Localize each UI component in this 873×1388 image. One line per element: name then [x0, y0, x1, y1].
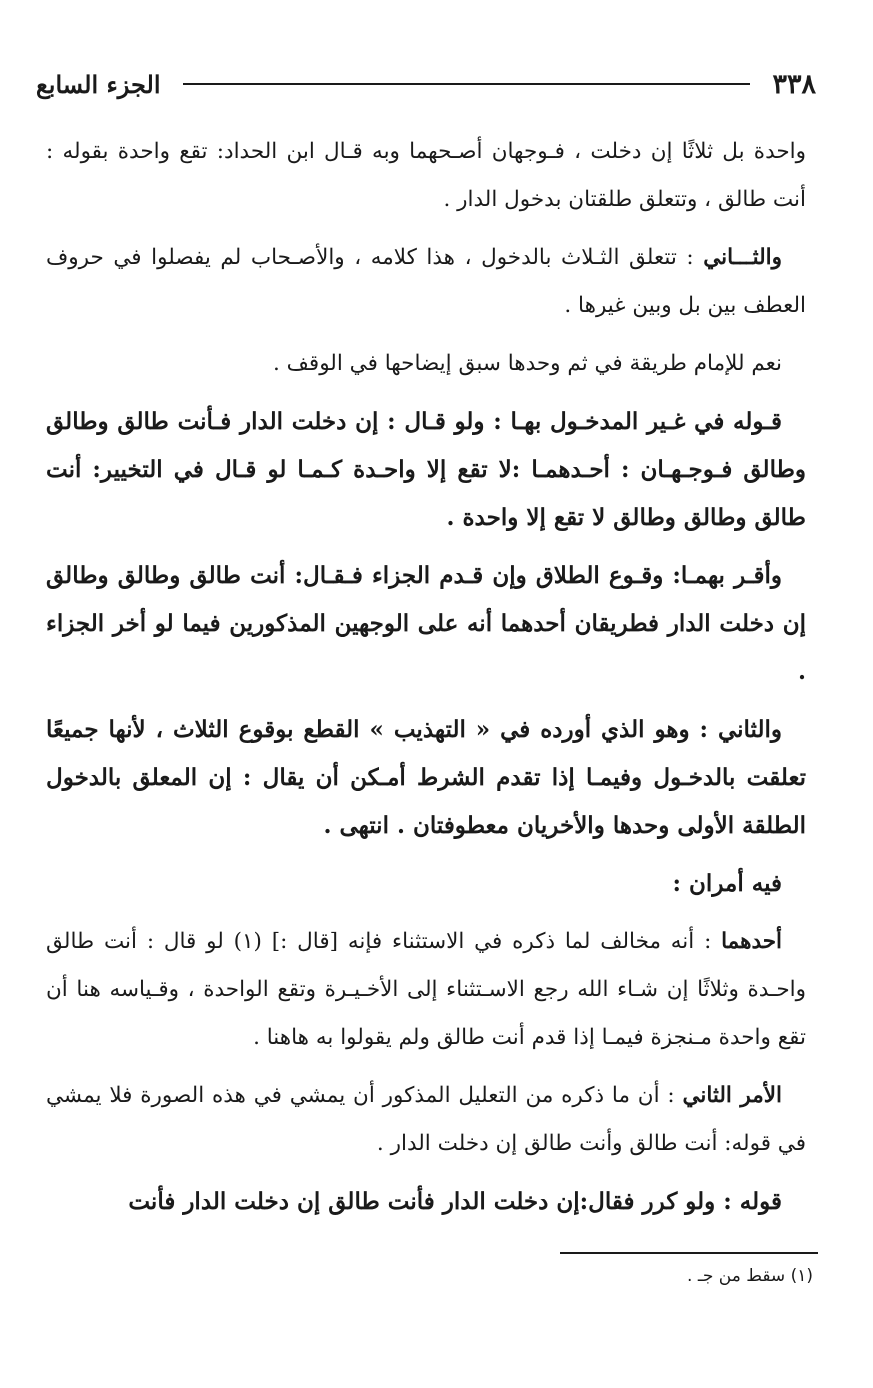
- paragraph-text: وأقـر بهمـا: وقـوع الطلاق وإن قـدم الجزاء فـقـال: أنت طالق وطالق وطالق إن دخلت الدار فطريقان أحدهما أنه على الوجهين المذكورين فيما لو أخر الجزاء .: [46, 562, 806, 685]
- paragraph-text: قـوله في غـير المدخـول بهـا : ولو قـال : إن دخلت الدار فـأنت طالق وطالق وطالق فـوجـهـان : أحـدهمـا :لا تقع إلا واحـدة كـمـا لو قـال في التخيير: أنت طالق وطالق وطالق لا تقع إلا واحدة .: [46, 408, 806, 531]
- paragraph: [46, 552, 806, 696]
- paragraph: [46, 706, 806, 850]
- paragraph: [46, 1178, 806, 1226]
- paragraph-text: فيه أمران :: [672, 870, 782, 897]
- paragraph-lead: أحدهما: [721, 929, 782, 954]
- paragraph-text: : أنه مخالف لما ذكره في الاستثناء فإنه [قال :] (١) لو قال : أنت طالق واحـدة وثلاثًا إن شـاء الله رجع الاسـتثناء إلى الأخـيـرة وتقع الواحدة ، وقـياسه هنا أن تقع واحدة مـنجزة فيمـا إذا قدم أنت طالق ولم يقولوا به هاهنا .: [46, 929, 806, 1050]
- paragraph-lead: الأمر الثاني: [682, 1083, 782, 1108]
- paragraph-text: نعم للإمام طريقة في ثم وحدها سبق إيضاحها في الوقف .: [273, 351, 782, 376]
- paragraph: [46, 860, 806, 908]
- page-number: ٣٣٨: [772, 68, 816, 100]
- paragraph-text: : أن ما ذكره من التعليل المذكور أن يمشي في هذه الصورة فلا يمشي في قوله: أنت طالق وأنت طالق إن دخلت الدار .: [46, 1083, 806, 1156]
- paragraph: [46, 234, 806, 330]
- paragraph-text: واحدة بل ثلاثًا إن دخلت ، فـوجهان أصـحهما وبه قـال ابن الحداد: تقع واحدة بقوله : أنت طالق ، وتتعلق طلقتان بدخول الدار .: [46, 139, 806, 212]
- paragraph-text: قوله : ولو كرر فقال:إن دخلت الدار فأنت طالق إن دخلت الدار فأنت: [128, 1188, 782, 1215]
- paragraph: [46, 398, 806, 542]
- footnote-rule: [560, 1252, 818, 1254]
- paragraph: [46, 918, 806, 1062]
- paragraph: [46, 128, 806, 224]
- paragraph: [46, 340, 806, 388]
- page-body: [46, 128, 806, 1236]
- paragraph: [46, 1072, 806, 1168]
- paragraph-text: : تتعلق الثـلاث بالدخول ، هذا كلامه ، والأصـحاب لم يفصلوا في حروف العطف بين بل وبين غيرها .: [46, 245, 806, 318]
- running-title: الجزء السابع: [36, 69, 161, 99]
- page-header: [36, 62, 816, 106]
- footnote: (١) سقط من جـ .: [687, 1266, 813, 1286]
- paragraph-text: والثاني : وهو الذي أورده في « التهذيب » القطع بوقوع الثلاث ، لأنها جميعًا تعلقت بالدخـول وفيمـا إذا تقدم الشرط أمـكن أن يقال : إن المعلق بالدخول الطلقة الأولى وحدها والأخريان معطوفتان . انتهى .: [46, 716, 806, 839]
- paragraph-lead: والثـــاني: [703, 245, 782, 270]
- header-rule: [183, 83, 751, 85]
